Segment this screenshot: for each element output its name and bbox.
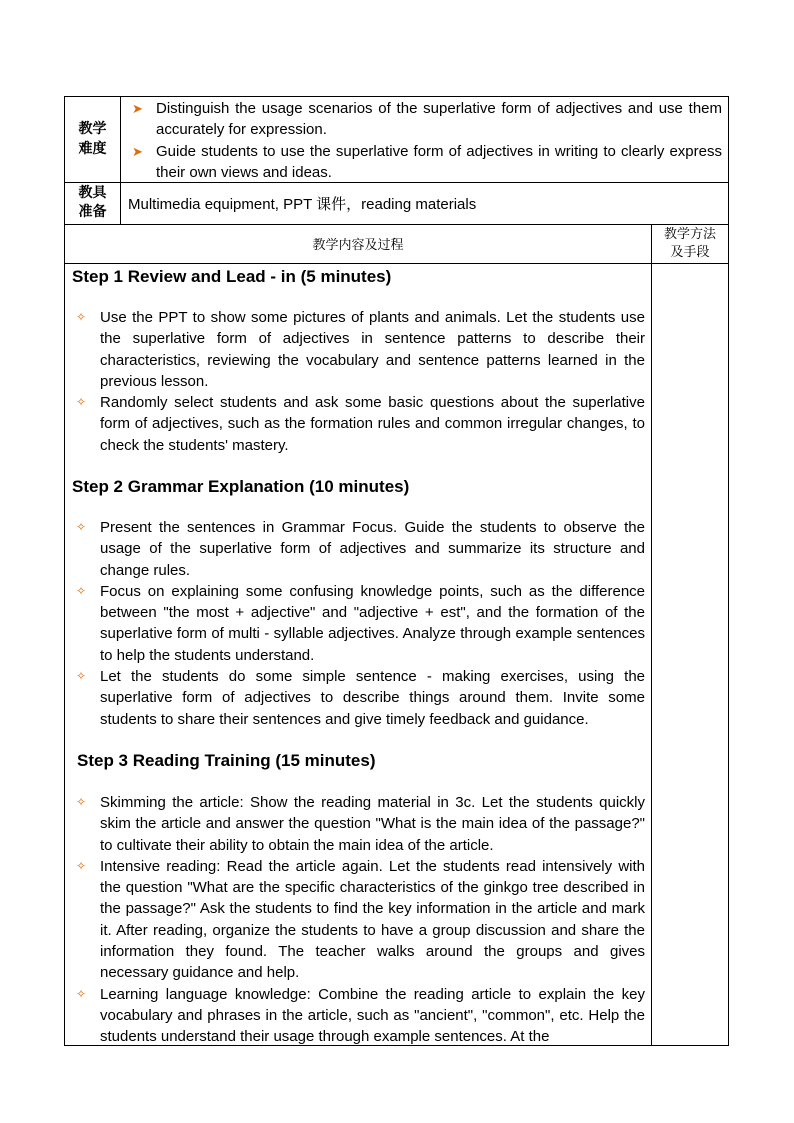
difficulty-list	[128, 98, 722, 183]
diamond-star-bullet-icon: ✧	[76, 795, 87, 809]
diamond-star-bullet-icon: ✧	[76, 310, 87, 324]
step-1-list	[72, 307, 645, 456]
preparation-text: Multimedia equipment, PPT 课件，reading materials	[128, 196, 477, 213]
diamond-star-bullet-icon: ✧	[76, 395, 87, 410]
preparation-label: 教具 准备	[78, 185, 107, 220]
step-3-title: Step 3 Reading Training (15 minutes)	[77, 751, 376, 770]
list-item: ✧ Focus on explaining some confusing knowledge points, such as the difference between "the most + adjective" and "adjective + est", and the formation of the superlative form of multi - syllable adjectives. Analyze through example sentences to help the students understand.	[76, 582, 645, 664]
list-item: ✧ Intensive reading: Read the article again. Let the students read intensively with the question "What are the specific characteristics of the ginkgo tree described in the passage?" Ask the students to find the key information in the article and mark it. After reading, organize the students to have a group discussion and share the information they found. The teacher walks around the groups and gives necessary guidance and help.	[76, 857, 645, 982]
difficulty-item: ➤ Guide students to use the superlative form of adjectives in writing to clearly express their own views and ideas.	[132, 142, 722, 181]
list-item: ✧ Present the sentences in Grammar Focus. Guide the students to observe the usage of the superlative form of adjectives and summarize its structure and change rules.	[76, 519, 645, 579]
diamond-star-bullet-icon: ✧	[76, 986, 87, 1001]
diamond-star-bullet-icon: ✧	[76, 669, 87, 684]
diamond-star-bullet-icon: ✧	[76, 520, 87, 534]
method-header: 教学方法 及手段	[663, 227, 716, 260]
step-1-title: Step 1 Review and Lead - in (5 minutes)	[72, 267, 392, 286]
difficulty-label: 教学 难度	[78, 121, 107, 157]
list-item: ✧ Randomly select students and ask some basic questions about the superlative form of adjectives, such as the formation rules and common irregular changes, to check the students' mastery.	[76, 394, 645, 454]
list-item: ✧ Skimming the article: Show the reading material in 3c. Let the students quickly skim the article and answer the question "What is the main idea of the passage?" to cultivate their ability to obtain the main idea of the article.	[76, 794, 645, 854]
diamond-star-bullet-icon: ✧	[76, 583, 87, 598]
step-2-title: Step 2 Grammar Explanation (10 minutes)	[72, 477, 410, 496]
list-item: ✧ Use the PPT to show some pictures of plants and animals. Let the students use the superlative form of adjectives in sentence patterns to describe their characteristics, reviewing the vocabulary and sentence patterns learned in the previous lesson.	[76, 309, 645, 390]
step-2-list	[72, 517, 645, 730]
arrowhead-bullet-icon: ➤	[132, 143, 143, 159]
diamond-star-bullet-icon: ✧	[76, 858, 87, 873]
list-item: ✧ Let the students do some simple sentence - making exercises, using the superlative form of adjectives to describe things around them. Invite some students to share their sentences and give timely feedback and guidance.	[76, 668, 645, 728]
difficulty-item: ➤ Distinguish the usage scenarios of the superlative form of adjectives and use them accurately for expression.	[132, 100, 722, 139]
content-process-header: 教学内容及过程	[312, 238, 404, 253]
arrowhead-bullet-icon: ➤	[132, 101, 143, 116]
list-item: ✧ Learning language knowledge: Combine the reading article to explain the key vocabulary and phrases in the article, such as "ancient", "common", etc. Help the students understand their usage through example sentences. At the	[76, 985, 645, 1046]
step-3-list	[72, 792, 645, 1048]
